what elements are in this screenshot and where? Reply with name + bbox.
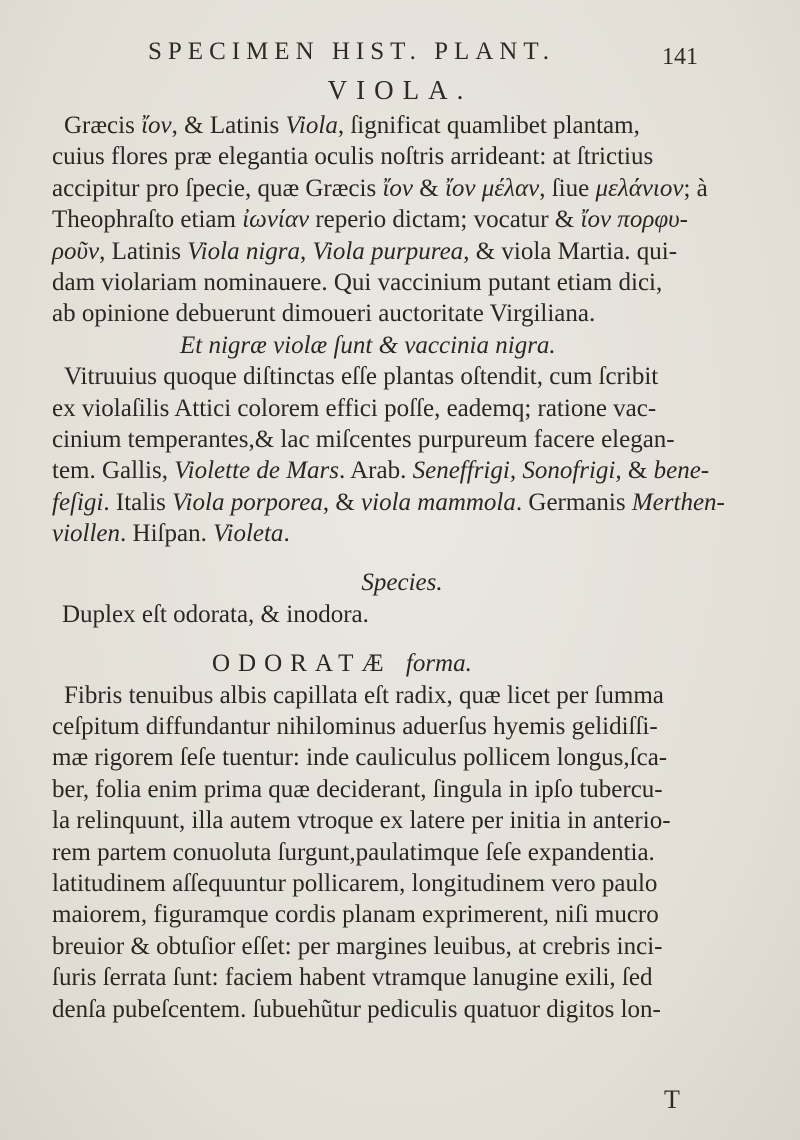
text-segment: la relinquunt, illa autem vtroque ex latere per initia in anterio- <box>52 807 671 835</box>
text-segment: ἰωνίαν <box>242 206 310 234</box>
text-line <box>52 518 752 549</box>
text-segment: Viola purpurea <box>312 237 464 265</box>
catchword: T <box>664 1085 680 1114</box>
text-line <box>52 455 752 486</box>
text-segment: ἴον <box>382 174 414 202</box>
text-segment: ſuris ſerrata ſunt: faciem habent vtramque lanugine exili, ſed <box>52 964 653 992</box>
text-segment: ex violaſilis Attici colorem effici poſſe, eademq; ratione vac- <box>52 394 657 422</box>
text-segment: Vitruuius quoque diſtinctas eſſe plantas oſtendit, cum ſcribit <box>64 363 659 391</box>
text-segment: Merthen- <box>631 488 725 516</box>
text-segment: , ſignificat quamlibet plantam, <box>337 112 640 139</box>
text-segment: & <box>413 174 445 202</box>
paragraph-description <box>52 680 752 1025</box>
odorata-heading-line <box>52 648 752 679</box>
text-segment: ab opinione debuerunt dimoueri auctoritate Virgiliana. <box>52 300 596 328</box>
text-line <box>52 837 752 868</box>
text-segment: Seneffrigi, Sonofrigi, <box>412 457 622 485</box>
text-line <box>52 173 752 204</box>
text-line <box>52 204 752 235</box>
text-segment: cinium temperantes,& lac miſcentes purpureum facere elegan- <box>52 425 675 453</box>
text-line <box>52 899 752 930</box>
text-segment: Græcis <box>64 112 142 139</box>
text-segment: accipitur pro ſpecie, quæ Græcis <box>52 174 383 202</box>
text-line <box>52 962 752 993</box>
text-line <box>52 994 752 1025</box>
text-segment: tem. Gallis, <box>52 457 175 485</box>
text-line <box>52 711 752 742</box>
text-line <box>52 424 752 455</box>
text-segment: Viola nigra <box>187 237 300 265</box>
text-segment: , Latinis <box>99 237 188 265</box>
text-segment: Viola <box>285 112 338 139</box>
text-segment: reperio dictam; vocatur & <box>309 206 581 234</box>
species-heading: Species. <box>361 569 443 597</box>
text-line <box>52 774 752 805</box>
text-segment: Fibris tenuibus albis capillata eſt radix, quæ licet per ſumma <box>64 681 664 709</box>
text-line <box>52 361 752 392</box>
text-segment: maiorem, figuramque cordis planam exprimerent, niſi mucro <box>52 901 659 929</box>
text-segment: , <box>300 237 313 265</box>
text-segment: ceſpitum diffundantur nihilominus aduerſus hyemis gelidiſſi- <box>52 713 658 741</box>
text-line <box>52 110 752 141</box>
text-segment: . Arab. <box>339 457 413 485</box>
text-segment: viollen <box>52 520 121 548</box>
page-title: VIOLA. <box>327 75 473 105</box>
virgil-verse: Et nigræ violæ ſunt & vaccinia nigra. <box>180 331 556 359</box>
text-segment: ; à <box>683 174 708 202</box>
text-segment: ροῦν <box>52 237 100 265</box>
text-segment: rem partem conuoluta ſurgunt,paulatimque ſeſe expandentia. <box>52 838 655 866</box>
text-segment: , & Latinis <box>171 112 286 139</box>
text-line <box>52 487 752 518</box>
text-segment: bene- <box>653 457 710 485</box>
text-segment: & <box>621 457 654 485</box>
text-line <box>52 931 752 962</box>
text-segment: μελάνιον <box>595 174 684 202</box>
text-segment: Violeta <box>213 520 284 548</box>
text-line <box>52 267 752 298</box>
text-line <box>52 236 752 267</box>
text-segment: . Italis <box>103 488 173 516</box>
odorata-subheading: forma. <box>405 650 472 678</box>
species-line: Duplex eſt odorata, & inodora. <box>62 600 369 628</box>
text-segment: mæ rigorem ſeſe tuentur: inde cauliculus pollicem longus,ſca- <box>52 744 668 772</box>
text-segment: feſigi <box>52 488 104 516</box>
text-line <box>52 868 752 899</box>
odorata-heading: ODORATÆ <box>212 650 392 678</box>
text-segment: ἴον πορφυ- <box>580 206 688 234</box>
text-segment: , & <box>322 488 362 516</box>
text-body <box>52 110 752 1025</box>
text-segment: viola mammola <box>361 488 516 516</box>
text-segment: denſa pubeſcentem. ſubuehũtur pediculis quatuor digitos lon- <box>52 995 661 1023</box>
text-segment: Theophraſto etiam <box>52 206 243 234</box>
text-line <box>52 680 752 711</box>
text-segment: , ſiue <box>539 174 596 202</box>
text-line <box>52 298 752 329</box>
page-number: 141 <box>662 44 698 70</box>
text-segment: dam violariam nominauere. Qui vaccinium putant etiam dici, <box>52 268 663 296</box>
text-line <box>52 393 752 424</box>
text-segment: ἴον <box>141 112 172 139</box>
text-segment: breuior & obtuſior eſſet: per margines leuibus, at crebris inci- <box>52 932 663 960</box>
text-line <box>52 141 752 172</box>
text-segment: . Hiſpan. <box>120 520 214 548</box>
text-segment: latitudinem aſſequuntur pollicarem, longitudinem vero paulo <box>52 869 658 897</box>
text-segment: ἴον μέλαν <box>444 174 540 202</box>
text-segment: . Germanis <box>515 488 632 516</box>
paragraph-etymology <box>52 110 752 330</box>
running-head: SPECIMEN HIST. PLANT. <box>148 38 556 65</box>
text-line <box>52 742 752 773</box>
text-line <box>52 805 752 836</box>
text-segment: Violette de Mars <box>174 457 339 485</box>
text-segment: Viola porporea <box>172 488 323 516</box>
text-segment: cuius flores præ elegantia oculis noſtris arrideant: at ſtrictius <box>52 143 654 171</box>
text-segment: ber, folia enim prima quæ deciderant, ſingula in ipſo tubercu- <box>52 775 663 803</box>
text-segment: , & viola Martia. qui- <box>463 237 678 265</box>
paragraph-names <box>52 361 752 549</box>
text-segment: . <box>283 520 290 548</box>
